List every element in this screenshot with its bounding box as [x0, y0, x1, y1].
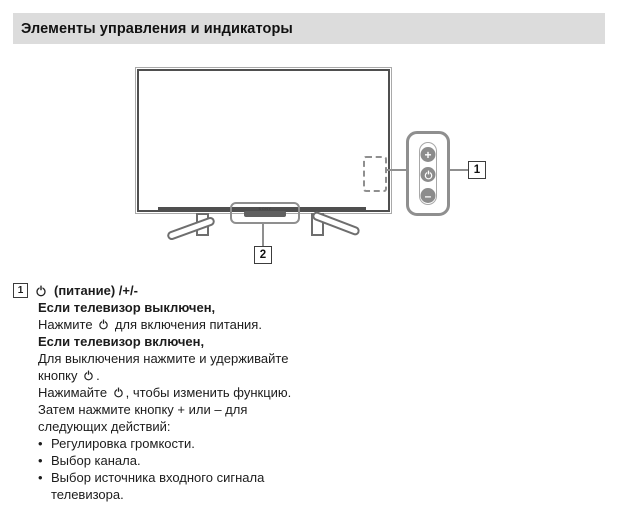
- callout-2-line: [262, 222, 264, 246]
- then-line-2: следующих действий:: [38, 419, 171, 434]
- bullet-dot: •: [38, 470, 43, 485]
- item-1-heading: [13, 282, 358, 299]
- power-icon: [83, 370, 94, 381]
- item-1-body: [38, 299, 358, 435]
- bezel-callout-box: [230, 202, 300, 224]
- change-function-line: [38, 384, 358, 401]
- section-header-band: [13, 13, 605, 44]
- power-icon: [423, 170, 433, 180]
- power-button: [421, 167, 436, 182]
- description-section: [13, 282, 358, 503]
- change-before: Нажимайте: [38, 385, 108, 400]
- power-icon: [113, 387, 124, 398]
- actions-list: [38, 435, 358, 503]
- control-location-dashed-box: [363, 156, 387, 192]
- brand-logo: SONY: [258, 206, 272, 211]
- led-indicator-bar: [244, 211, 286, 217]
- page-title: Элементы управления и индикаторы: [21, 20, 293, 37]
- hold-line-1: Для выключения нажмите и удерживайте: [38, 351, 289, 366]
- tv-outline: [135, 67, 392, 214]
- hold-line-2-after: .: [96, 368, 100, 383]
- hold-line-2: [38, 367, 358, 384]
- hold-line-2-before: кнопку: [38, 368, 78, 383]
- bullet-dot: •: [38, 436, 43, 451]
- change-after: , чтобы изменить функцию.: [125, 385, 292, 400]
- state-off-heading: Если телевизор выключен,: [38, 300, 216, 315]
- tv-screen: [137, 69, 390, 212]
- power-icon: [98, 319, 109, 330]
- control-panel: [406, 131, 450, 216]
- bullet-text-input: Выбор источника входного сигнала телевизора.: [51, 470, 265, 502]
- bullet-dot: •: [38, 453, 43, 468]
- item-1-title: (питание) /+/-: [54, 283, 138, 298]
- list-item: [38, 435, 358, 452]
- dashed-box-connector-line: [385, 169, 406, 171]
- list-item: [38, 452, 358, 469]
- callout-2-label: 2: [254, 246, 272, 264]
- state-on-heading: Если телевизор включен,: [38, 334, 205, 349]
- callout-1-label: 1: [468, 161, 486, 179]
- press-on-line: [38, 316, 358, 333]
- volume-minus-button: –: [421, 188, 436, 203]
- bullet-text-channel: Выбор канала.: [51, 453, 141, 468]
- item-1-marker: 1: [13, 283, 28, 298]
- press-on-after: для включения питания.: [114, 317, 262, 332]
- power-icon: [35, 285, 47, 297]
- press-on-before: Нажмите: [38, 317, 93, 332]
- then-line-1: Затем нажмите кнопку + или – для: [38, 402, 248, 417]
- bullet-text-volume: Регулировка громкости.: [51, 436, 195, 451]
- volume-plus-button: +: [421, 147, 436, 162]
- list-item: [38, 469, 358, 503]
